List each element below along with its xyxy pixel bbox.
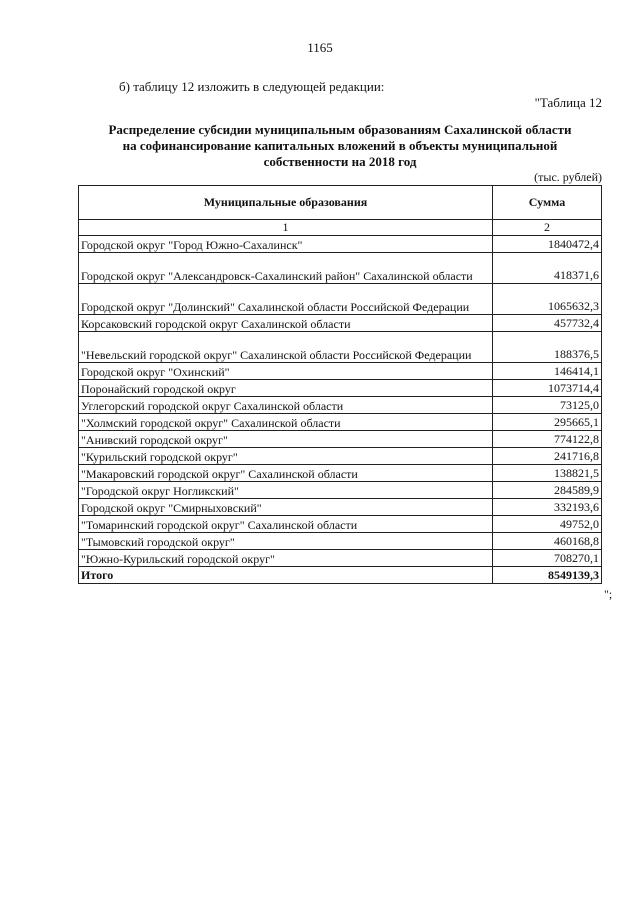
table-label: "Таблица 12 xyxy=(534,95,602,110)
municipality-name: Городской округ "Охинский" xyxy=(79,363,493,380)
municipality-name: Поронайский городской округ xyxy=(79,380,493,397)
subsidy-sum: 460168,8 xyxy=(493,533,602,550)
subsidy-sum: 1840472,4 xyxy=(493,236,602,253)
subsidy-sum: 774122,8 xyxy=(493,431,602,448)
title-line: собственности на 2018 год xyxy=(263,154,417,169)
subsidy-sum: 1073714,4 xyxy=(493,380,602,397)
total-row xyxy=(79,567,602,584)
table-row xyxy=(79,448,602,465)
subsidy-sum: 73125,0 xyxy=(493,397,602,414)
table-row xyxy=(79,315,602,332)
municipality-name: Городской округ "Долинский" Сахалинской области Российской Федерации xyxy=(79,284,493,315)
municipality-name: Корсаковский городской округ Сахалинской области xyxy=(79,315,493,332)
header-municipality: Муниципальные образования xyxy=(79,186,493,220)
subsidy-sum: 457732,4 xyxy=(493,315,602,332)
title-line: на софинансирование капитальных вложений в объекты муниципальной xyxy=(122,138,558,153)
total-sum: 8549139,3 xyxy=(493,567,602,584)
units-label: (тыс. рублей) xyxy=(534,170,602,184)
subsidy-sum: 332193,6 xyxy=(493,499,602,516)
table-row xyxy=(79,253,602,284)
subsidy-sum: 284589,9 xyxy=(493,482,602,499)
municipality-name: "Тымовский городской округ" xyxy=(79,533,493,550)
header-sum: Сумма xyxy=(493,186,602,220)
municipality-name: "Макаровский городской округ" Сахалинской области xyxy=(79,465,493,482)
table-row xyxy=(79,284,602,315)
table-row xyxy=(79,363,602,380)
table-row xyxy=(79,482,602,499)
table-row xyxy=(79,236,602,253)
subsidy-sum: 49752,0 xyxy=(493,516,602,533)
page-number: 1165 xyxy=(307,40,333,55)
municipality-name: "Невельский городской округ" Сахалинской области Российской Федерации xyxy=(79,332,493,363)
table-row xyxy=(79,431,602,448)
subsidy-sum: 418371,6 xyxy=(493,253,602,284)
municipality-name: "Томаринский городской округ" Сахалинской области xyxy=(79,516,493,533)
column-number: 2 xyxy=(493,220,602,236)
municipality-name: "Южно-Курильский городской округ" xyxy=(79,550,493,567)
subsidy-sum: 138821,5 xyxy=(493,465,602,482)
subsidy-sum: 241716,8 xyxy=(493,448,602,465)
table-row xyxy=(79,380,602,397)
municipality-name: Городской округ "Смирныховский" xyxy=(79,499,493,516)
table-row xyxy=(79,499,602,516)
subsidy-sum: 295665,1 xyxy=(493,414,602,431)
table-row xyxy=(79,465,602,482)
closing-quote-mark: "; xyxy=(604,587,613,601)
subsidy-sum: 1065632,3 xyxy=(493,284,602,315)
municipality-name: Городской округ "Александровск-Сахалинский район" Сахалинской области xyxy=(79,253,493,284)
municipality-name: "Холмский городской округ" Сахалинской области xyxy=(79,414,493,431)
title-line: Распределение субсидии муниципальным образованиям Сахалинской области xyxy=(108,122,572,137)
intro-text: б) таблицу 12 изложить в следующей редакции: xyxy=(119,79,385,94)
municipality-name: "Городской округ Ногликский" xyxy=(79,482,493,499)
total-label: Итого xyxy=(79,567,493,584)
table-row xyxy=(79,414,602,431)
subsidy-table xyxy=(78,185,602,584)
table-row xyxy=(79,332,602,363)
municipality-name: Городской округ "Город Южно-Сахалинск" xyxy=(79,236,493,253)
subsidy-sum: 188376,5 xyxy=(493,332,602,363)
municipality-name: "Курильский городской округ" xyxy=(79,448,493,465)
municipality-name: "Анивский городской округ" xyxy=(79,431,493,448)
table-row xyxy=(79,533,602,550)
document-title xyxy=(80,122,600,170)
subsidy-sum: 708270,1 xyxy=(493,550,602,567)
table-row xyxy=(79,397,602,414)
column-number: 1 xyxy=(79,220,493,236)
table-row xyxy=(79,516,602,533)
table-row xyxy=(79,550,602,567)
municipality-name: Углегорский городской округ Сахалинской области xyxy=(79,397,493,414)
subsidy-sum: 146414,1 xyxy=(493,363,602,380)
